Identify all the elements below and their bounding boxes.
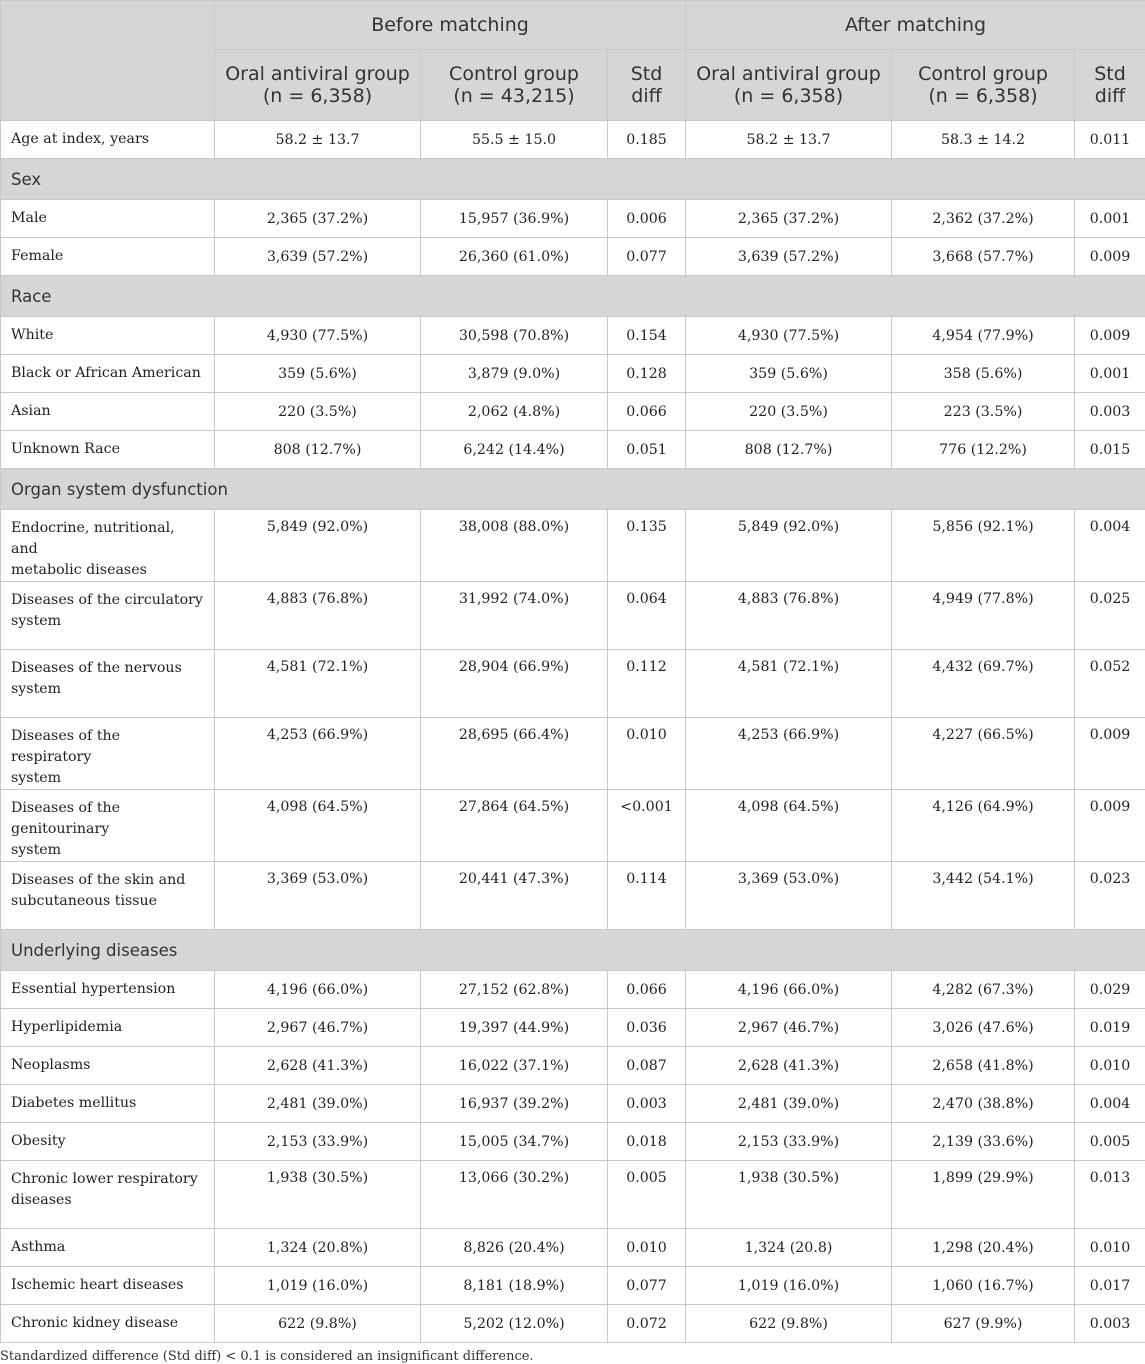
- cell-value: 359 (5.6%): [215, 355, 421, 393]
- cell-value: 4,126 (64.9%): [892, 790, 1075, 862]
- cell-value: 2,967 (46.7%): [686, 1009, 892, 1047]
- row-label-line2: metabolic diseases: [11, 560, 204, 581]
- cell-value: 0.004: [1075, 510, 1145, 582]
- row-label: [1, 510, 215, 582]
- cell-value: 55.5 ± 15.0: [421, 121, 608, 159]
- cell-value: 0.017: [1075, 1267, 1145, 1305]
- row-label: [1, 1085, 215, 1123]
- cell-value: 19,397 (44.9%): [421, 1009, 608, 1047]
- cell-value: 4,282 (67.3%): [892, 971, 1075, 1009]
- cell-value: 220 (3.5%): [215, 393, 421, 431]
- row-label: [1, 1305, 215, 1343]
- cell-value: 58.2 ± 13.7: [215, 121, 421, 159]
- cell-value: 28,904 (66.9%): [421, 650, 608, 718]
- cell-value: 0.025: [1075, 582, 1145, 650]
- cell-value: 3,369 (53.0%): [215, 862, 421, 930]
- table-row: [1, 200, 1145, 238]
- cell-value: 0.009: [1075, 317, 1145, 355]
- cell-value: 4,227 (66.5%): [892, 718, 1075, 790]
- row-label: [1, 431, 215, 469]
- table-row: [1, 393, 1145, 431]
- header-col-line2: diff: [614, 85, 679, 107]
- table-row: [1, 971, 1145, 1009]
- table-row: [1, 718, 1145, 790]
- row-label: [1, 317, 215, 355]
- row-label: [1, 790, 215, 862]
- cell-value: 2,658 (41.8%): [892, 1047, 1075, 1085]
- cell-value: 0.013: [1075, 1161, 1145, 1229]
- cell-value: 0.009: [1075, 718, 1145, 790]
- cell-value: 0.066: [608, 393, 686, 431]
- cell-value: 3,442 (54.1%): [892, 862, 1075, 930]
- cell-value: 4,581 (72.1%): [686, 650, 892, 718]
- cell-value: 0.052: [1075, 650, 1145, 718]
- cell-value: 776 (12.2%): [892, 431, 1075, 469]
- cell-value: 8,826 (20.4%): [421, 1229, 608, 1267]
- cell-value: 223 (3.5%): [892, 393, 1075, 431]
- section-row: [1, 930, 1145, 971]
- cell-value: 2,470 (38.8%): [892, 1085, 1075, 1123]
- row-label-line1: Endocrine, nutritional, and: [11, 518, 204, 560]
- row-label-line1: Diseases of the genitourinary: [11, 798, 204, 840]
- row-label-line1: Asian: [11, 401, 204, 422]
- cell-value: 3,639 (57.2%): [215, 238, 421, 276]
- cell-value: 2,362 (37.2%): [892, 200, 1075, 238]
- header-col-line1: Oral antiviral group: [221, 63, 414, 85]
- cell-value: 4,930 (77.5%): [686, 317, 892, 355]
- cell-value: 0.009: [1075, 238, 1145, 276]
- row-label: [1, 650, 215, 718]
- cell-value: 30,598 (70.8%): [421, 317, 608, 355]
- cell-value: 0.072: [608, 1305, 686, 1343]
- section-row: [1, 469, 1145, 510]
- cell-value: 15,005 (34.7%): [421, 1123, 608, 1161]
- cell-value: 0.003: [1075, 393, 1145, 431]
- cell-value: 0.036: [608, 1009, 686, 1047]
- cell-value: 28,695 (66.4%): [421, 718, 608, 790]
- header-col-2: [608, 50, 686, 121]
- header-col-line2: (n = 43,215): [427, 85, 601, 107]
- cell-value: 4,196 (66.0%): [215, 971, 421, 1009]
- cell-value: 4,432 (69.7%): [892, 650, 1075, 718]
- row-label-line2: system: [11, 768, 204, 789]
- header-before-matching: Before matching: [215, 1, 686, 50]
- cell-value: 4,098 (64.5%): [686, 790, 892, 862]
- cell-value: 4,253 (66.9%): [686, 718, 892, 790]
- cell-value: 2,967 (46.7%): [215, 1009, 421, 1047]
- table-header: [1, 1, 1145, 121]
- header-col-3: [686, 50, 892, 121]
- cell-value: 0.011: [1075, 121, 1145, 159]
- row-label: [1, 121, 215, 159]
- table-row: [1, 1267, 1145, 1305]
- cell-value: 0.077: [608, 238, 686, 276]
- row-label-line1: Ischemic heart diseases: [11, 1275, 204, 1296]
- cell-value: 2,365 (37.2%): [215, 200, 421, 238]
- cell-value: 0.066: [608, 971, 686, 1009]
- cell-value: 358 (5.6%): [892, 355, 1075, 393]
- row-label: [1, 1047, 215, 1085]
- cell-value: 26,360 (61.0%): [421, 238, 608, 276]
- row-label: [1, 582, 215, 650]
- cell-value: 2,153 (33.9%): [686, 1123, 892, 1161]
- cell-value: 0.114: [608, 862, 686, 930]
- section-row: [1, 276, 1145, 317]
- row-label-line2: system: [11, 611, 204, 632]
- header-col-line1: Std: [1081, 63, 1139, 85]
- section-title: Sex: [1, 159, 1145, 200]
- cell-value: 1,019 (16.0%): [215, 1267, 421, 1305]
- cell-value: 2,365 (37.2%): [686, 200, 892, 238]
- cell-value: 0.005: [608, 1161, 686, 1229]
- row-label-line2: system: [11, 840, 204, 861]
- cell-value: 0.005: [1075, 1123, 1145, 1161]
- cell-value: 4,581 (72.1%): [215, 650, 421, 718]
- row-label-line1: Diseases of the circulatory: [11, 590, 204, 611]
- cell-value: 4,949 (77.8%): [892, 582, 1075, 650]
- row-label-line1: Male: [11, 208, 204, 229]
- cell-value: 4,098 (64.5%): [215, 790, 421, 862]
- header-col-line1: Oral antiviral group: [692, 63, 885, 85]
- cell-value: 15,957 (36.9%): [421, 200, 608, 238]
- section-row: [1, 159, 1145, 200]
- cell-value: 1,938 (30.5%): [215, 1161, 421, 1229]
- table-row: [1, 317, 1145, 355]
- cell-value: 0.001: [1075, 355, 1145, 393]
- cell-value: 4,954 (77.9%): [892, 317, 1075, 355]
- row-label-line1: Diseases of the nervous: [11, 658, 204, 679]
- row-label: [1, 393, 215, 431]
- cell-value: 0.009: [1075, 790, 1145, 862]
- cell-value: 38,008 (88.0%): [421, 510, 608, 582]
- table-row: [1, 121, 1145, 159]
- cell-value: 4,883 (76.8%): [686, 582, 892, 650]
- cell-value: 622 (9.8%): [686, 1305, 892, 1343]
- row-label-line1: Female: [11, 246, 204, 267]
- row-label-line1: Chronic kidney disease: [11, 1313, 204, 1334]
- cell-value: 0.006: [608, 200, 686, 238]
- row-label-line1: Essential hypertension: [11, 979, 204, 1000]
- row-label: [1, 355, 215, 393]
- table-row: [1, 510, 1145, 582]
- cell-value: 5,202 (12.0%): [421, 1305, 608, 1343]
- cell-value: 58.2 ± 13.7: [686, 121, 892, 159]
- cell-value: 27,864 (64.5%): [421, 790, 608, 862]
- cell-value: 0.010: [1075, 1229, 1145, 1267]
- row-label-line1: Age at index, years: [11, 129, 204, 150]
- row-label: [1, 1009, 215, 1047]
- table-row: [1, 790, 1145, 862]
- cell-value: 3,668 (57.7%): [892, 238, 1075, 276]
- row-label: [1, 718, 215, 790]
- section-title: Organ system dysfunction: [1, 469, 1145, 510]
- cell-value: 1,938 (30.5%): [686, 1161, 892, 1229]
- cell-value: 0.077: [608, 1267, 686, 1305]
- cell-value: 5,849 (92.0%): [215, 510, 421, 582]
- table-row: [1, 582, 1145, 650]
- table-body: [1, 121, 1145, 1343]
- row-label-line1: Diseases of the skin and: [11, 870, 204, 891]
- cell-value: 8,181 (18.9%): [421, 1267, 608, 1305]
- cell-value: 2,628 (41.3%): [215, 1047, 421, 1085]
- table-row: [1, 1229, 1145, 1267]
- cell-value: 0.003: [608, 1085, 686, 1123]
- cell-value: 0.087: [608, 1047, 686, 1085]
- header-col-line1: Std: [614, 63, 679, 85]
- row-label: [1, 1229, 215, 1267]
- cell-value: 0.004: [1075, 1085, 1145, 1123]
- cell-value: 3,879 (9.0%): [421, 355, 608, 393]
- cell-value: 0.015: [1075, 431, 1145, 469]
- cell-value: 0.010: [608, 718, 686, 790]
- cell-value: 1,899 (29.9%): [892, 1161, 1075, 1229]
- cell-value: 0.023: [1075, 862, 1145, 930]
- cell-value: 27,152 (62.8%): [421, 971, 608, 1009]
- cell-value: 2,481 (39.0%): [215, 1085, 421, 1123]
- cell-value: 0.135: [608, 510, 686, 582]
- cell-value: <0.001: [608, 790, 686, 862]
- header-col-4: [892, 50, 1075, 121]
- cell-value: 31,992 (74.0%): [421, 582, 608, 650]
- cell-value: 0.064: [608, 582, 686, 650]
- table-row: [1, 862, 1145, 930]
- header-col-0: [215, 50, 421, 121]
- header-col-line2: (n = 6,358): [692, 85, 885, 107]
- cell-value: 4,883 (76.8%): [215, 582, 421, 650]
- cell-value: 0.128: [608, 355, 686, 393]
- row-label: [1, 1123, 215, 1161]
- row-label-line1: Black or African American: [11, 363, 204, 384]
- cell-value: 627 (9.9%): [892, 1305, 1075, 1343]
- cell-value: 1,324 (20.8%): [215, 1229, 421, 1267]
- cell-value: 2,628 (41.3%): [686, 1047, 892, 1085]
- cell-value: 3,639 (57.2%): [686, 238, 892, 276]
- cell-value: 0.112: [608, 650, 686, 718]
- cell-value: 4,930 (77.5%): [215, 317, 421, 355]
- row-label: [1, 971, 215, 1009]
- row-label: [1, 238, 215, 276]
- header-after-matching: After matching: [686, 1, 1145, 50]
- cell-value: 1,298 (20.4%): [892, 1229, 1075, 1267]
- table-row: [1, 1047, 1145, 1085]
- table-row: [1, 238, 1145, 276]
- cell-value: 0.003: [1075, 1305, 1145, 1343]
- row-label-line1: Unknown Race: [11, 439, 204, 460]
- cell-value: 3,026 (47.6%): [892, 1009, 1075, 1047]
- header-col-5: [1075, 50, 1145, 121]
- cell-value: 5,856 (92.1%): [892, 510, 1075, 582]
- cell-value: 2,481 (39.0%): [686, 1085, 892, 1123]
- header-col-line2: (n = 6,358): [221, 85, 414, 107]
- header-col-line2: (n = 6,358): [898, 85, 1068, 107]
- cell-value: 0.001: [1075, 200, 1145, 238]
- header-blank-cell: [1, 1, 215, 121]
- row-label-line1: Diseases of the respiratory: [11, 726, 204, 768]
- table-row: [1, 355, 1145, 393]
- header-col-line2: diff: [1081, 85, 1139, 107]
- cell-value: 13,066 (30.2%): [421, 1161, 608, 1229]
- cell-value: 0.154: [608, 317, 686, 355]
- cell-value: 16,937 (39.2%): [421, 1085, 608, 1123]
- row-label-line1: Obesity: [11, 1131, 204, 1152]
- row-label: [1, 1267, 215, 1305]
- cell-value: 1,060 (16.7%): [892, 1267, 1075, 1305]
- header-col-line1: Control group: [898, 63, 1068, 85]
- cell-value: 2,153 (33.9%): [215, 1123, 421, 1161]
- table-row: [1, 431, 1145, 469]
- cell-value: 20,441 (47.3%): [421, 862, 608, 930]
- cell-value: 5,849 (92.0%): [686, 510, 892, 582]
- table-row: [1, 1085, 1145, 1123]
- cell-value: 622 (9.8%): [215, 1305, 421, 1343]
- cell-value: 0.185: [608, 121, 686, 159]
- row-label-line1: Hyperlipidemia: [11, 1017, 204, 1038]
- cell-value: 3,369 (53.0%): [686, 862, 892, 930]
- cell-value: 359 (5.6%): [686, 355, 892, 393]
- cell-value: 0.018: [608, 1123, 686, 1161]
- row-label-line2: system: [11, 679, 204, 700]
- cell-value: 1,324 (20.8): [686, 1229, 892, 1267]
- header-col-line1: Control group: [427, 63, 601, 85]
- cell-value: 0.051: [608, 431, 686, 469]
- row-label-line1: Neoplasms: [11, 1055, 204, 1076]
- row-label-line1: Diabetes mellitus: [11, 1093, 204, 1114]
- row-label-line2: diseases: [11, 1190, 204, 1211]
- cell-value: 2,139 (33.6%): [892, 1123, 1075, 1161]
- cell-value: 808 (12.7%): [215, 431, 421, 469]
- row-label-line1: Chronic lower respiratory: [11, 1169, 204, 1190]
- cell-value: 0.010: [1075, 1047, 1145, 1085]
- cell-value: 2,062 (4.8%): [421, 393, 608, 431]
- section-title: Race: [1, 276, 1145, 317]
- table-row: [1, 1161, 1145, 1229]
- cell-value: 4,196 (66.0%): [686, 971, 892, 1009]
- table-row: [1, 1009, 1145, 1047]
- cell-value: 6,242 (14.4%): [421, 431, 608, 469]
- section-title: Underlying diseases: [1, 930, 1145, 971]
- cell-value: 16,022 (37.1%): [421, 1047, 608, 1085]
- row-label-line2: subcutaneous tissue: [11, 891, 204, 912]
- cell-value: 0.019: [1075, 1009, 1145, 1047]
- cell-value: 1,019 (16.0%): [686, 1267, 892, 1305]
- table-row: [1, 650, 1145, 718]
- row-label-line1: Asthma: [11, 1237, 204, 1258]
- cell-value: 4,253 (66.9%): [215, 718, 421, 790]
- table-footnote: Standardized difference (Std diff) < 0.1 is considered an insignificant difference.: [0, 1343, 1145, 1364]
- row-label: [1, 862, 215, 930]
- cell-value: 0.029: [1075, 971, 1145, 1009]
- table-row: [1, 1305, 1145, 1343]
- table-row: [1, 1123, 1145, 1161]
- header-col-1: [421, 50, 608, 121]
- row-label: [1, 1161, 215, 1229]
- cell-value: 58.3 ± 14.2: [892, 121, 1075, 159]
- row-label: [1, 200, 215, 238]
- cell-value: 0.010: [608, 1229, 686, 1267]
- cell-value: 808 (12.7%): [686, 431, 892, 469]
- row-label-line1: White: [11, 325, 204, 346]
- cell-value: 220 (3.5%): [686, 393, 892, 431]
